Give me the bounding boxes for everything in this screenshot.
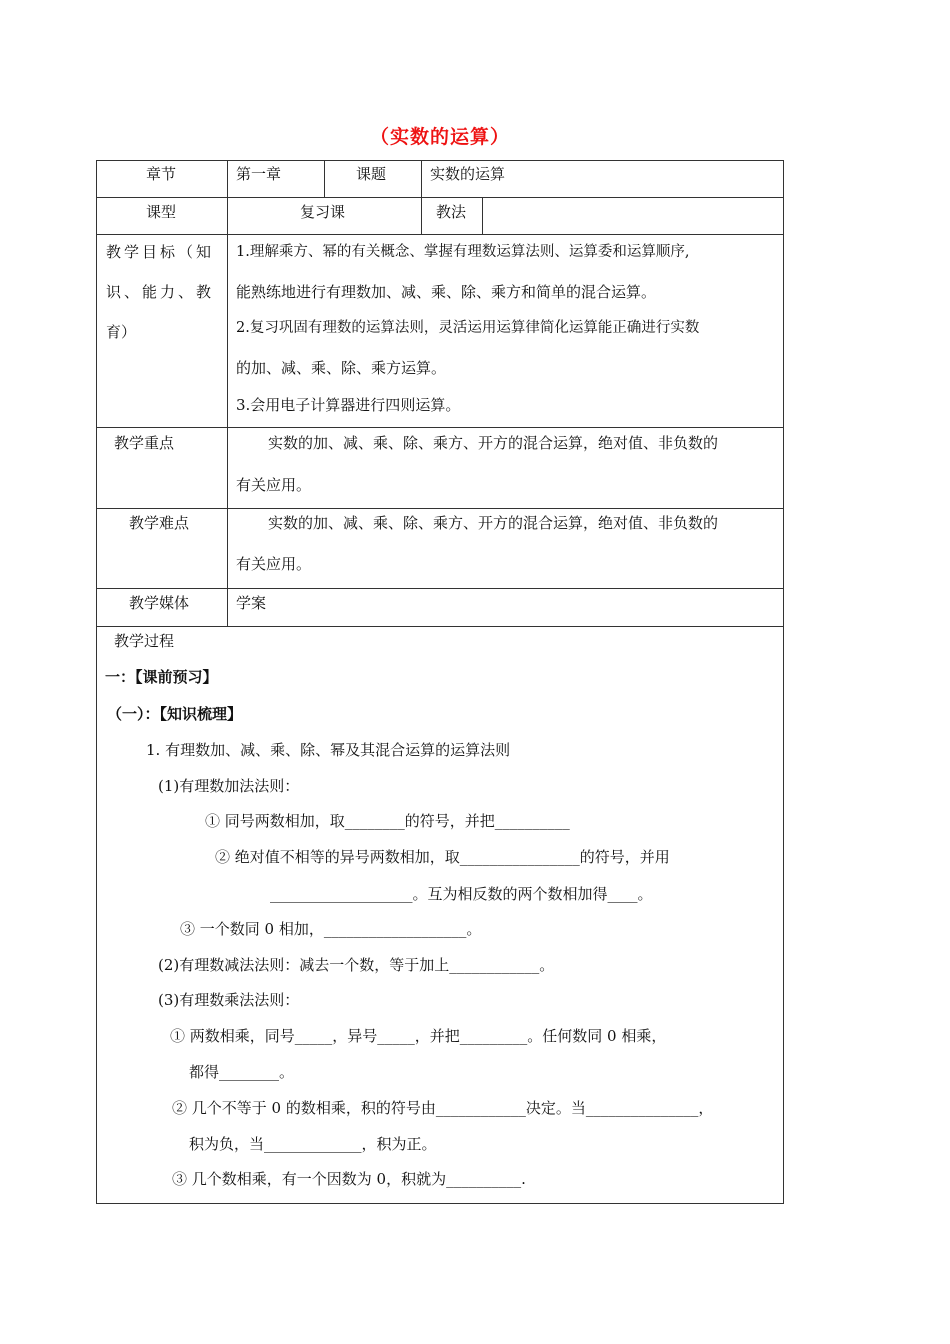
goals-text: 能熟练地进行有理数加、减、乘、除、乘方和简单的混合运算。 [236, 283, 657, 301]
key-label: 教学重点 [114, 434, 175, 452]
method-label: 教法 [436, 203, 467, 221]
rule-line: ② 几个不等于 0 的数相乘，积的符号由____________决定。当_______________， [172, 1099, 714, 1117]
chapter-value: 第一章 [236, 165, 282, 183]
section-heading: 一：【课前预习】 [105, 668, 218, 686]
rule-line: (2)有理数减法法则：减去一个数，等于加上____________。 [158, 956, 555, 974]
table-divider [96, 197, 784, 198]
rule-title: (1)有理数加法法则： [158, 777, 300, 795]
rule-line: 都得________。 [189, 1063, 295, 1081]
rule-line: ① 同号两数相加，取________的符号，并把__________ [205, 812, 570, 830]
goals-label: 育） [106, 323, 137, 341]
document-title: （实数的运算） [369, 126, 510, 148]
goals-text: 2.复习巩固有理数的运算法则，灵活运用运算律简化运算能正确进行实数 [236, 320, 700, 336]
rule-line: 积为负，当_____________，积为正。 [189, 1135, 437, 1153]
goals-label: 识、能力、教 [106, 283, 215, 301]
table-divider [96, 588, 784, 589]
process-heading: 教学过程 [114, 632, 175, 650]
type-value: 复习课 [300, 203, 346, 221]
chapter-label: 章节 [146, 165, 177, 183]
media-value: 学案 [236, 594, 267, 612]
item-heading: 1. 有理数加、减、乘、除、幂及其混合运算的运算法则 [146, 741, 511, 759]
rule-line: ③ 几个数相乘，有一个因数为 0，积就为__________. [172, 1170, 526, 1188]
goals-text: 的加、减、乘、除、乘方运算。 [236, 359, 447, 377]
rule-line: ___________________。互为相反数的两个数相加得____。 [270, 885, 653, 903]
table-divider [96, 508, 784, 509]
rule-line: ② 绝对值不相等的异号两数相加，取________________的符号，并用 [215, 848, 670, 866]
media-label: 教学媒体 [129, 594, 190, 612]
table-column-line [482, 197, 483, 234]
table-column-line [227, 160, 228, 626]
table-divider [96, 427, 784, 428]
difficulty-label: 教学难点 [129, 514, 190, 532]
type-label: 课型 [146, 203, 177, 221]
goals-text: 3.会用电子计算器进行四则运算。 [236, 396, 461, 414]
rule-line: ① 两数相乘，同号_____，异号_____，并把_________。任何数同 0 相乘， [170, 1027, 667, 1045]
table-divider [96, 234, 784, 235]
goals-label: 教学目标（知 [106, 243, 215, 261]
rule-line: ③ 一个数同 0 相加，___________________。 [180, 920, 482, 938]
difficulty-text: 有关应用。 [236, 555, 312, 573]
difficulty-text: 实数的加、减、乘、除、乘方、开方的混合运算，绝对值、非负数的 [268, 514, 719, 532]
table-divider [96, 626, 784, 627]
table-column-line [324, 160, 325, 197]
table-column-line [421, 160, 422, 234]
key-text: 实数的加、减、乘、除、乘方、开方的混合运算，绝对值、非负数的 [268, 434, 719, 452]
subsection-heading: （一）：【知识梳理】 [107, 705, 243, 723]
topic-label: 课题 [356, 165, 387, 183]
key-text: 有关应用。 [236, 476, 312, 494]
goals-text: 1.理解乘方、幂的有关概念、掌握有理数运算法则、运算委和运算顺序, [236, 244, 690, 260]
rule-title: (3)有理数乘法法则： [158, 991, 300, 1009]
topic-value: 实数的运算 [430, 165, 506, 183]
